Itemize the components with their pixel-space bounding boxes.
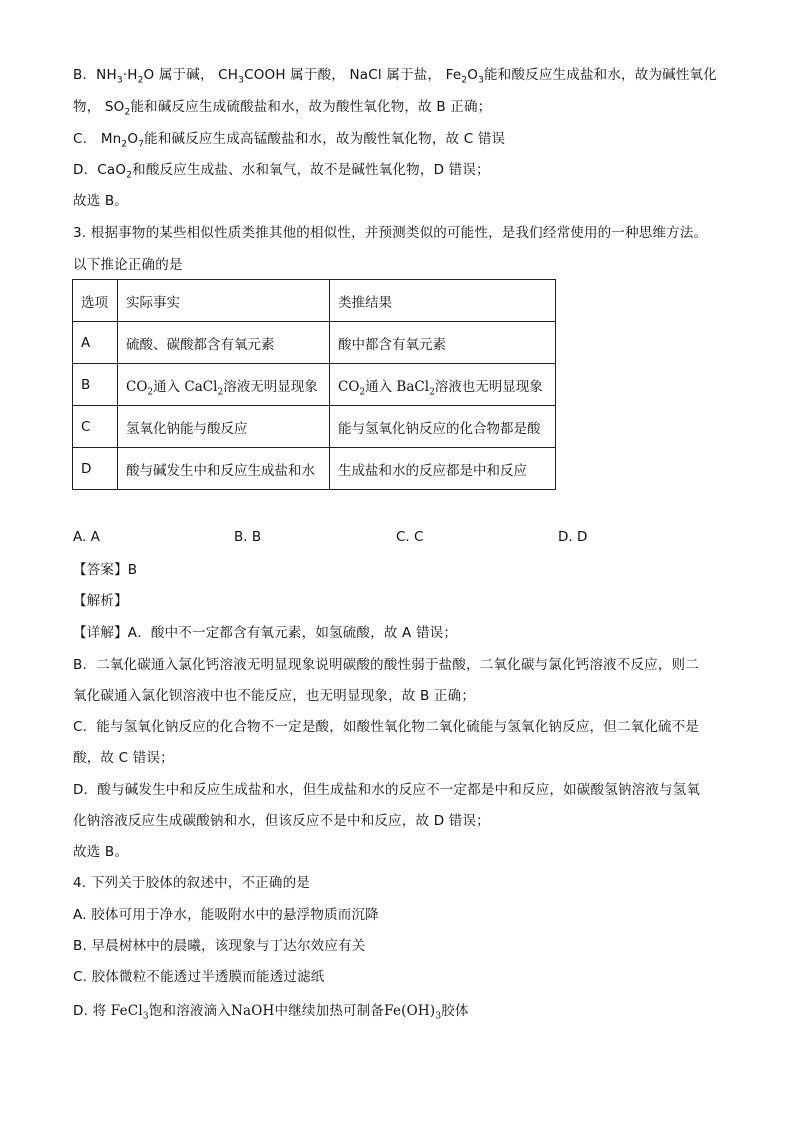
table-cell: A bbox=[73, 322, 118, 364]
subscript: 3 bbox=[478, 75, 485, 86]
text-span: O bbox=[127, 131, 139, 147]
table-header-cell: 实际事实 bbox=[118, 280, 330, 322]
question-3-stem: 3. 根据事物的某些相似性质类推其他的相似性，并预测类似的可能性，是我们经常使用的一种思维方法。 bbox=[73, 225, 708, 241]
explain-line: 氧化碳通入氯化钡溶液中也不能反应，也无明显现象，故 B 正确； bbox=[73, 688, 476, 704]
option-d: D. D bbox=[558, 529, 588, 545]
table-cell: 能与氢氧化钠反应的化合物都是酸 bbox=[330, 406, 556, 448]
text-span: 胶体 bbox=[441, 1003, 469, 1019]
text-span: ·H bbox=[122, 67, 138, 83]
text-span: 能和酸反应生成盐和水，故为碱性氧化 bbox=[484, 67, 717, 83]
formula: FeCl bbox=[110, 1003, 143, 1019]
subscript: 3 bbox=[142, 1011, 149, 1022]
subscript: 2 bbox=[461, 75, 468, 86]
question-3-stem-cont: 以下推论正确的是 bbox=[73, 257, 183, 273]
text-span: 中继续加热可制备 bbox=[274, 1003, 385, 1019]
formula: NaOH bbox=[231, 1003, 275, 1019]
table-cell: C bbox=[73, 406, 118, 448]
text-line bbox=[73, 66, 717, 84]
table-cell: 硫酸、碳酸都含有氧元素 bbox=[118, 322, 330, 364]
table-header-cell: 选项 bbox=[73, 280, 118, 322]
table-cell: 氢氧化钠能与酸反应 bbox=[118, 406, 330, 448]
text-span: 通入 CaCl bbox=[153, 378, 218, 395]
explain-line: C．能与氢氧化钠反应的化合物不一定是酸，如酸性氧化物二氧化硫能与氢氧化钠反应，但二氧化硫不是 bbox=[73, 719, 700, 735]
text-span: O bbox=[467, 67, 479, 83]
table-header-row bbox=[73, 280, 556, 322]
question-4-stem: 4. 下列关于胶体的叙述中，不正确的是 bbox=[73, 875, 310, 891]
explain-line: 【详解】A．酸中不一定都含有氧元素，如氢硫酸，故 A 错误； bbox=[73, 625, 458, 641]
explain-line: 化钠溶液反应生成碳酸钠和水，但该反应不是中和反应，故 D 错误； bbox=[73, 813, 490, 829]
explain-line: 酸，故 C 错误； bbox=[73, 750, 174, 766]
table-row bbox=[73, 448, 556, 490]
subscript: 2 bbox=[137, 75, 144, 86]
subscript: 7 bbox=[138, 139, 145, 150]
text-span: O 属于碱， CH bbox=[143, 67, 239, 83]
subscript: 3 bbox=[238, 75, 245, 86]
text-span: D．CaO bbox=[73, 162, 127, 178]
table-cell: B bbox=[73, 364, 118, 406]
table-cell: 生成盐和水的反应都是中和反应 bbox=[330, 448, 556, 490]
text-line bbox=[73, 161, 490, 179]
text-span: CO bbox=[126, 378, 148, 395]
text-span: 溶液无明显现象 bbox=[223, 378, 318, 395]
table-cell bbox=[330, 364, 556, 406]
table-cell: 酸与碱发生中和反应生成盐和水 bbox=[118, 448, 330, 490]
option-b: B. B bbox=[234, 529, 262, 545]
table-row bbox=[73, 322, 556, 364]
table-header-cell: 类推结果 bbox=[330, 280, 556, 322]
text-span: CO bbox=[338, 378, 360, 395]
text-span: B．NH bbox=[73, 67, 117, 83]
text-line bbox=[73, 130, 505, 148]
question-4-option-b: B. 早晨树林中的晨曦，该现象与丁达尔效应有关 bbox=[73, 938, 366, 954]
subscript: 2 bbox=[147, 387, 154, 398]
text-line: 故选 B。 bbox=[73, 193, 129, 209]
text-span: 饱和溶液滴入 bbox=[148, 1003, 231, 1019]
comparison-table bbox=[72, 279, 556, 490]
text-span: D. 将 bbox=[73, 1003, 107, 1019]
table-cell: D bbox=[73, 448, 118, 490]
text-span: 能和碱反应生成硫酸盐和水，故为酸性氧化物，故 B 正确； bbox=[130, 99, 492, 115]
subscript: 3 bbox=[116, 75, 123, 86]
explain-line: B．二氧化碳通入氯化钙溶液无明显现象说明碳酸的酸性弱于盐酸，二氧化碳与氯化钙溶液不反应，则二 bbox=[73, 657, 699, 673]
subscript: 2 bbox=[359, 387, 366, 398]
table-cell bbox=[118, 364, 330, 406]
analysis-label: 【解析】 bbox=[73, 593, 128, 609]
formula: Fe(OH) bbox=[384, 1003, 436, 1019]
table-cell: 酸中都含有氧元素 bbox=[330, 322, 556, 364]
subscript: 2 bbox=[217, 387, 224, 398]
question-4-option-d bbox=[73, 1002, 469, 1020]
explain-line: 故选 B。 bbox=[73, 844, 129, 860]
text-line bbox=[73, 98, 491, 116]
text-span: 物， SO bbox=[73, 99, 125, 115]
subscript: 2 bbox=[429, 387, 435, 398]
text-span: COOH 属于酸， NaCl 属于盐， Fe bbox=[244, 67, 462, 83]
subscript: 2 bbox=[124, 107, 131, 118]
subscript: 3 bbox=[435, 1011, 442, 1022]
subscript: 2 bbox=[121, 139, 128, 150]
subscript: 2 bbox=[126, 170, 133, 181]
text-span: 能和碱反应生成高锰酸盐和水，故为酸性氧化物，故 C 错误 bbox=[144, 131, 506, 147]
question-4-option-a: A. 胶体可用于净水，能吸附水中的悬浮物质而沉降 bbox=[73, 907, 379, 923]
option-a: A. A bbox=[73, 529, 100, 545]
text-span: 溶液也无明显现象 bbox=[434, 378, 543, 395]
table-row bbox=[73, 364, 556, 406]
question-4-option-c: C. 胶体微粒不能透过半透膜而能透过滤纸 bbox=[73, 969, 325, 985]
table-row bbox=[73, 406, 556, 448]
explain-line: D．酸与碱发生中和反应生成盐和水，但生成盐和水的反应不一定都是中和反应，如碳酸氢钠溶液与氢氧 bbox=[73, 782, 701, 798]
text-span: C． Mn bbox=[73, 131, 122, 147]
text-span: 和酸反应生成盐、水和氧气，故不是碱性氧化物，D 错误； bbox=[132, 162, 490, 178]
option-c: C. C bbox=[396, 529, 424, 545]
answer-label: 【答案】B bbox=[73, 562, 138, 578]
text-span: 通入 BaCl bbox=[365, 378, 430, 395]
